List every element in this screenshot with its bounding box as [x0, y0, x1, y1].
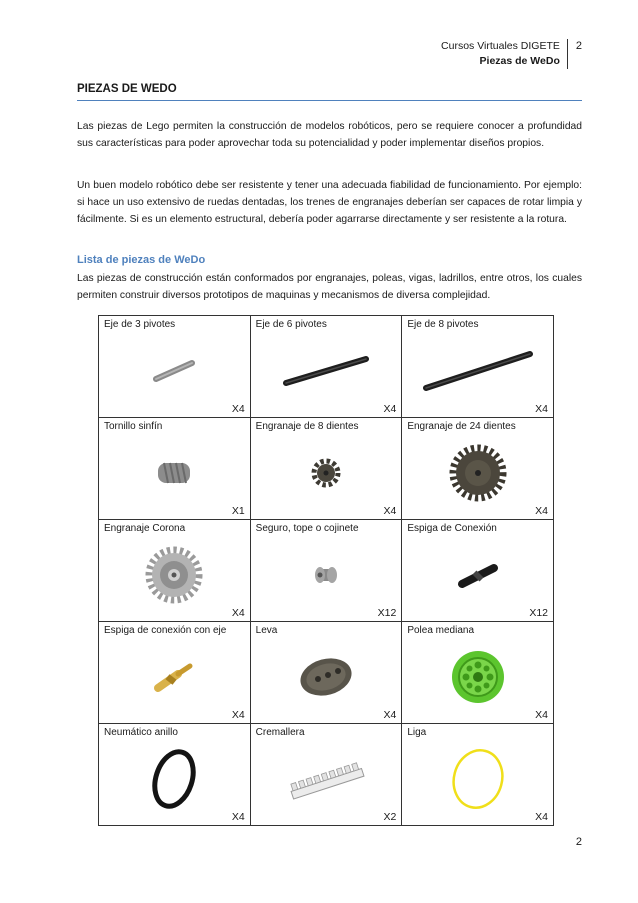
- part-quantity: X4: [535, 811, 548, 823]
- bushing-icon: [311, 560, 341, 590]
- connector-peg-icon: [456, 560, 500, 590]
- header-text: [441, 39, 568, 69]
- gear-8-icon: [310, 457, 342, 489]
- tire-ring-icon: [149, 746, 199, 812]
- part-quantity: X4: [535, 505, 548, 517]
- section-intro: Las piezas de construcción están conformados por engranajes, poleas, vigas, ladrillos, entre otros, los cuales permiten construir diversos prototipos de maquinas y mecanismos de diversa complejidad.: [77, 273, 582, 301]
- part-name: Eje de 8 pivotes: [407, 319, 479, 330]
- part-name: Liga: [407, 727, 427, 738]
- part-quantity: X4: [383, 403, 397, 415]
- page-title: PIEZAS DE WEDO: [77, 83, 582, 101]
- part-name: Espiga de Conexión: [407, 523, 497, 534]
- header-page-number: 2: [575, 40, 582, 52]
- part-cell: [402, 724, 554, 826]
- part-cell: [250, 316, 402, 418]
- part-quantity: X4: [231, 709, 245, 721]
- part-cell: [402, 418, 554, 520]
- part-cell: [99, 418, 251, 520]
- pulley-icon: [448, 647, 508, 707]
- part-name: Leva: [255, 625, 278, 636]
- part-cell: [99, 724, 251, 826]
- header-course: Cursos Virtuales DIGETE: [441, 40, 560, 52]
- part-name: Cremallera: [255, 727, 305, 738]
- part-quantity: X4: [535, 403, 548, 415]
- part-cell: [402, 316, 554, 418]
- rack-icon: [281, 756, 371, 802]
- part-cell: [250, 622, 402, 724]
- table-row: [99, 520, 554, 622]
- header-subtitle: Piezas de WeDo: [479, 55, 560, 67]
- part-name: Tornillo sinfín: [104, 421, 163, 432]
- crown-gear-icon: [144, 545, 204, 605]
- part-cell: [250, 724, 402, 826]
- part-quantity: X4: [383, 709, 397, 721]
- page-header: [441, 39, 582, 69]
- part-quantity: X4: [231, 607, 245, 619]
- parts-table: [98, 315, 554, 826]
- cam-icon: [294, 653, 358, 701]
- part-name: Seguro, tope o cojinete: [255, 523, 359, 534]
- part-name: Engranaje de 24 dientes: [407, 421, 516, 432]
- part-cell: [99, 520, 251, 622]
- part-name: Eje de 6 pivotes: [255, 319, 327, 330]
- part-name: Neumático anillo: [104, 727, 178, 738]
- part-quantity: X4: [231, 403, 245, 415]
- axle-3-icon: [144, 351, 204, 391]
- axle-peg-icon: [152, 660, 196, 694]
- part-quantity: X1: [231, 505, 245, 517]
- part-name: Polea mediana: [407, 625, 475, 636]
- table-row: [99, 316, 554, 418]
- part-cell: [402, 622, 554, 724]
- part-cell: [99, 622, 251, 724]
- part-name: Engranaje Corona: [104, 523, 186, 534]
- footer-page-number: 2: [575, 836, 582, 848]
- axle-8-icon: [418, 348, 538, 394]
- gear-24-icon: [448, 443, 508, 503]
- table-row: [99, 724, 554, 826]
- part-quantity: X4: [535, 709, 548, 721]
- part-cell: [250, 520, 402, 622]
- part-cell: [250, 418, 402, 520]
- part-quantity: X4: [383, 505, 397, 517]
- section-heading: Lista de piezas de WeDo: [77, 254, 206, 266]
- axle-6-icon: [276, 351, 376, 391]
- intro-paragraph-2: Un buen modelo robótico debe ser resistente y tener una adecuada fiabilidad de funcionamiento. Por ejemplo: si hace un uso extensivo de ruedas dentadas, los trenes de engranajes deberían ser capaces de rotar limpia y fácilmente. Si es un elemento estructural, debería poder agarrarse directamente y ser resistente a la rotura.: [77, 180, 582, 225]
- part-cell: [402, 520, 554, 622]
- worm-gear-icon: [152, 453, 196, 493]
- part-name: Eje de 3 pivotes: [104, 319, 176, 330]
- rubber-band-icon: [448, 746, 508, 812]
- part-name: Espiga de conexión con eje: [104, 625, 227, 636]
- part-quantity: X12: [377, 607, 397, 619]
- part-quantity: X4: [231, 811, 245, 823]
- intro-paragraph-1: Las piezas de Lego permiten la construcción de modelos robóticos, pero se requiere conocer a profundidad sus características para poder aprovechar toda su potencialidad y poder implementar diseños propios.: [77, 121, 582, 149]
- table-row: [99, 418, 554, 520]
- part-quantity: X12: [529, 607, 548, 619]
- table-row: [99, 622, 554, 724]
- part-quantity: X2: [383, 811, 397, 823]
- part-cell: [99, 316, 251, 418]
- part-name: Engranaje de 8 dientes: [255, 421, 359, 432]
